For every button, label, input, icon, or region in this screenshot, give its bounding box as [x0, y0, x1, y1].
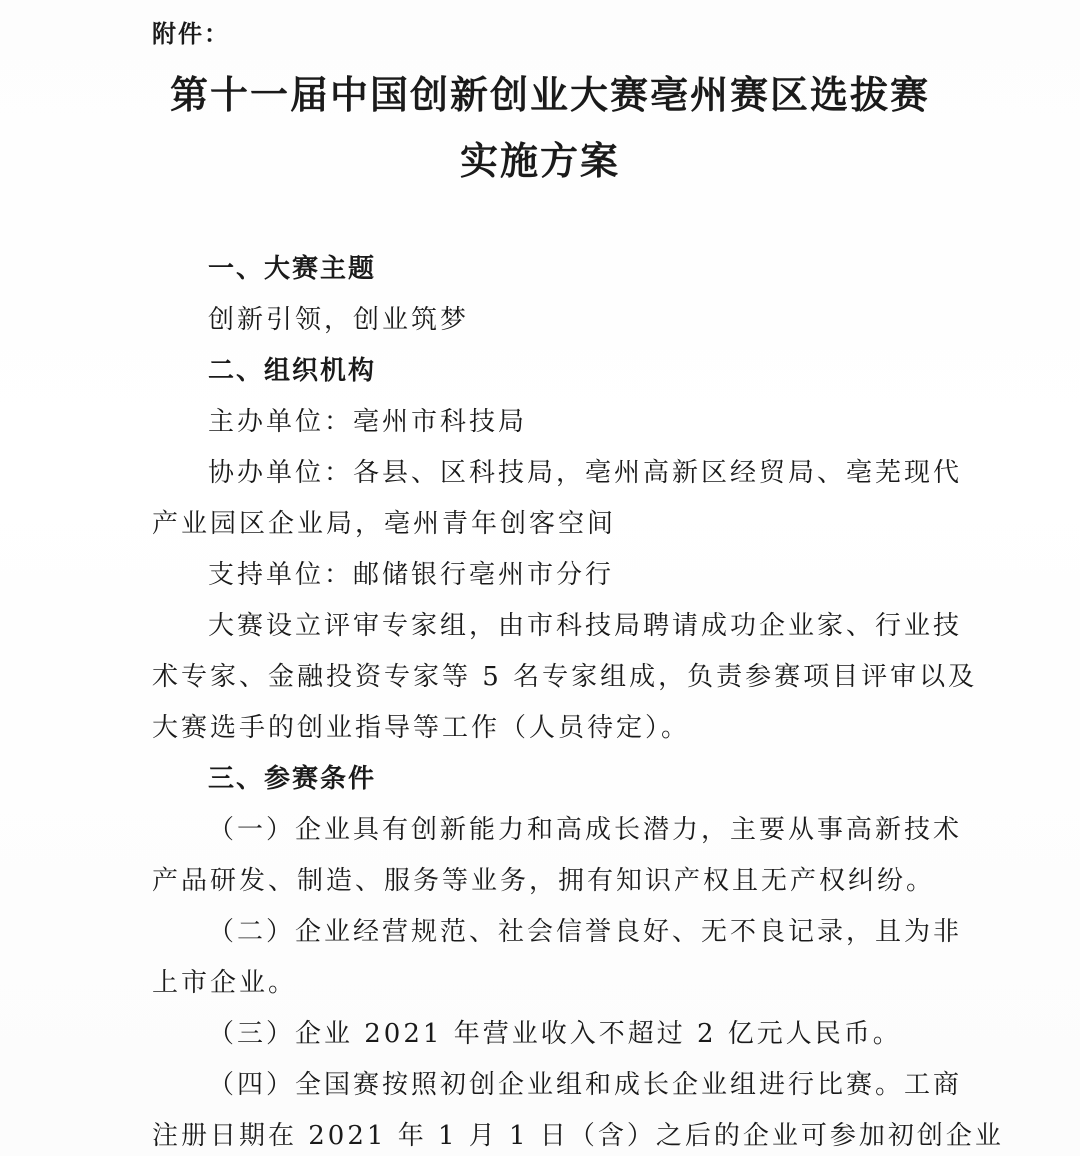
- condition-4-line-2: 注册日期在 2021 年 1 月 1 日（含）之后的企业可参加初创企业: [152, 1121, 1004, 1151]
- condition-1-line-1: （一）企业具有创新能力和高成长潜力，主要从事高新技术: [208, 815, 963, 845]
- panel-text-line-2: 术专家、金融投资专家等 5 名专家组成，负责参赛项目评审以及: [152, 662, 978, 692]
- document-title-line-1: 第十一届中国创新创业大赛亳州赛区选拔赛: [169, 73, 930, 117]
- co-host-text-line-2: 产业园区企业局，亳州青年创客空间: [152, 509, 617, 539]
- support-unit-text: 支持单位：邮储银行亳州市分行: [208, 560, 615, 590]
- theme-text: 创新引领，创业筑梦: [208, 305, 470, 335]
- panel-text-line-3: 大赛选手的创业指导等工作（人员待定）。: [152, 713, 691, 743]
- section-heading-theme: 一、大赛主题: [208, 254, 377, 284]
- section-heading-organization: 二、组织机构: [208, 356, 377, 386]
- condition-2-line-1: （二）企业经营规范、社会信誉良好、无不良记录，且为非: [208, 917, 963, 947]
- document-title-line-2: 实施方案: [459, 139, 620, 183]
- section-heading-conditions: 三、参赛条件: [208, 764, 377, 794]
- condition-1-line-2: 产品研发、制造、服务等业务，拥有知识产权且无产权纠纷。: [152, 866, 936, 896]
- condition-2-line-2: 上市企业。: [152, 968, 298, 998]
- condition-3-line-1: （三）企业 2021 年营业收入不超过 2 亿元人民币。: [208, 1019, 902, 1049]
- co-host-text-line-1: 协办单位：各县、区科技局，亳州高新区经贸局、亳芜现代: [208, 458, 963, 488]
- condition-4-line-1: （四）全国赛按照初创企业组和成长企业组进行比赛。工商: [208, 1070, 963, 1100]
- panel-text-line-1: 大赛设立评审专家组，由市科技局聘请成功企业家、行业技: [208, 611, 963, 641]
- host-unit-text: 主办单位：亳州市科技局: [208, 407, 528, 437]
- attachment-label: 附件：: [152, 20, 230, 48]
